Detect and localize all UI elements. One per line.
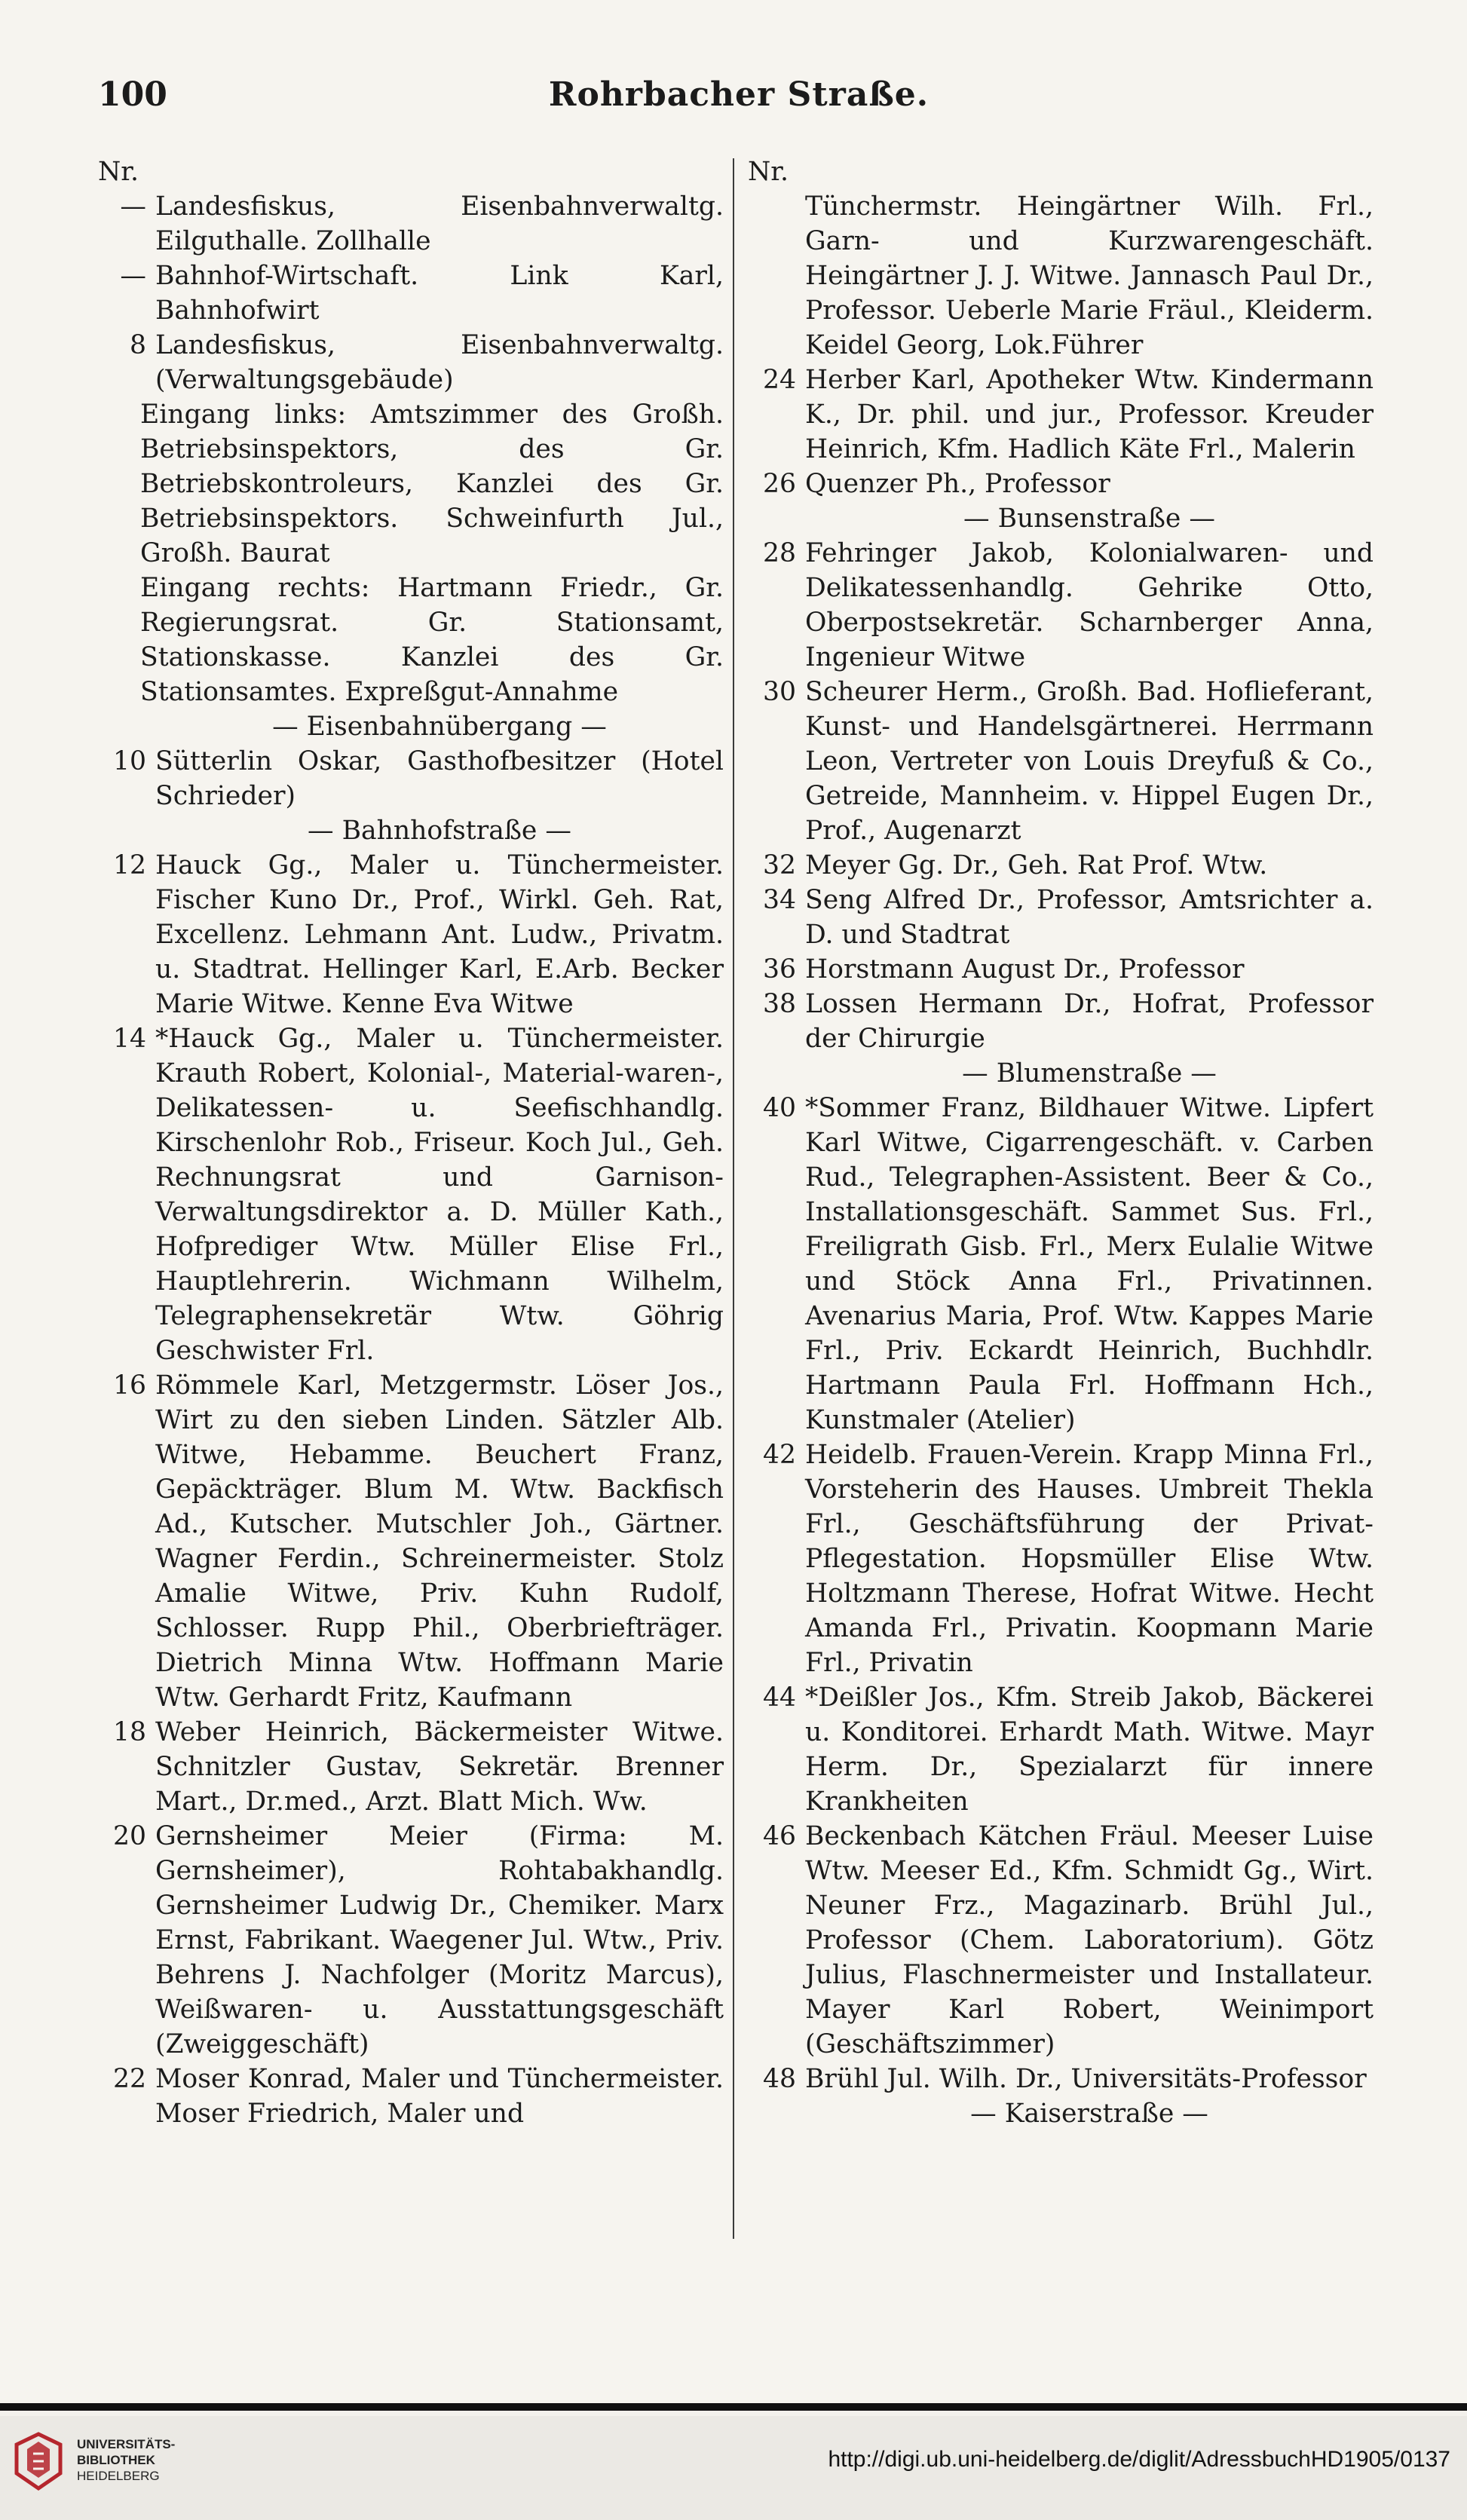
entry-text: *Hauck Gg., Maler u. Tünchermeister. Krauth Robert, Kolonial-, Material-waren-, Delikatessen- u. Seefischhandlg. Kirschenlohr Rob., Friseur. Koch Jul., Geh. Rechnungsrat und Garnison-Verwaltungsdirektor a. D. Müller Kath., Hofprediger Wtw. Müller Elise Frl., Hauptlehrerin. Wichmann Wilhelm, Telegraphensekretär Wtw. Göhrig Geschwister Frl. — [155, 1024, 724, 1366]
address-entry — [748, 467, 1374, 501]
street-crossing-heading: — Bahnhofstraße — — [308, 816, 571, 846]
house-number: — — [120, 261, 146, 291]
entry-text: Römmele Karl, Metzgermstr. Löser Jos., Wirt zu den sieben Linden. Sätzler Alb. Witwe, Hebamme. Beuchert Franz, Gepäckträger. Blum M. Wtw. Backfisch Ad., Kutscher. Mutschler Joh., Gärtner. Wagner Ferdin., Schreinermeister. Stolz Amalie Witwe, Priv. Kuhn Rudolf, Schlosser. Rupp Phil., Oberbriefträger. Dietrich Minna Wtw. Hoffmann Marie Wtw. Gerhardt Fritz, Kaufmann — [155, 1370, 724, 1713]
entry-text: Hauck Gg., Maler u. Tünchermeister. Fischer Kuno Dr., Prof., Wirkl. Geh. Rat, Excellenz. Lehmann Ant. Ludw., Privatm. u. Stadtrat. Hellinger Karl, E.Arb. Becker Marie Witwe. Kenne Eva Witwe — [155, 850, 724, 1019]
house-number: 18 — [113, 1717, 146, 1747]
entry-text: Moser Konrad, Maler und Tünchermeister. Moser Friedrich, Maler und — [155, 2064, 724, 2129]
institution-line: UNIVERSITÄTS- — [77, 2437, 176, 2451]
street-crossing-heading: — Bunsenstraße — — [963, 504, 1215, 534]
house-number: 12 — [113, 850, 146, 880]
house-number: 10 — [113, 746, 146, 776]
address-entry — [748, 1680, 1374, 1819]
address-entry — [98, 848, 724, 1021]
institution-line: HEIDELBERG — [77, 2469, 160, 2483]
house-number: 8 — [130, 330, 146, 360]
address-entry — [748, 363, 1374, 467]
house-number: 32 — [763, 850, 796, 880]
entry-text: *Deißler Jos., Kfm. Streib Jakob, Bäckerei u. Konditorei. Erhardt Math. Witwe. Mayr Herm. Dr., Spezialarzt für innere Krankheiten — [805, 1683, 1374, 1817]
entry-text: Fehringer Jakob, Kolonialwaren- und Delikatessenhandlg. Gehrike Otto, Oberpostsekretär. Scharnberger Anna, Ingenieur Witwe — [805, 538, 1374, 672]
house-number: 46 — [763, 1821, 796, 1851]
address-entry — [98, 744, 724, 813]
house-number: 22 — [113, 2064, 146, 2094]
entry-text: Meyer Gg. Dr., Geh. Rat Prof. Wtw. — [805, 850, 1268, 880]
entry-text: Herber Karl, Apotheker Wtw. Kindermann K., Dr. phil. und jur., Professor. Kreuder Heinrich, Kfm. Hadlich Käte Frl., Malerin — [805, 365, 1374, 464]
entry-text: Sütterlin Oskar, Gasthofbesitzer (Hotel Schrieder) — [155, 746, 724, 811]
house-number: 26 — [763, 469, 796, 499]
page-title: Rohrbacher Straße. — [548, 75, 930, 114]
street-crossing-heading: — Kaiserstraße — — [970, 2099, 1208, 2129]
house-number: 42 — [763, 1440, 796, 1470]
address-entry — [98, 1819, 724, 2062]
street-crossing-heading: — Eisenbahnübergang — — [272, 712, 607, 742]
entry-text: Brühl Jul. Wilh. Dr., Universitäts-Professor — [805, 2064, 1367, 2094]
entry-text: Gernsheimer Meier (Firma: M. Gernsheimer), Rohtabakhandlg. Gernsheimer Ludwig Dr., Chemiker. Marx Ernst, Fabrikant. Waegener Jul. Wtw., Priv. Behrens J. Nachfolger (Moritz Marcus), Weißwaren- u. Ausstattungsgeschäft (Zweiggeschäft) — [155, 1821, 724, 2059]
house-number: 24 — [763, 365, 796, 395]
address-entry — [748, 848, 1374, 883]
address-entry — [748, 1819, 1374, 2062]
page-number: 100 — [98, 75, 167, 114]
house-number: 34 — [763, 885, 796, 915]
address-entry — [748, 536, 1374, 675]
entry-text: Landesfiskus, Eisenbahnverwaltg. (Verwaltungsgebäude) — [155, 330, 724, 395]
nr-label: Nr. — [98, 157, 139, 187]
house-number: 38 — [763, 989, 796, 1019]
entry-text: Beckenbach Kätchen Fräul. Meeser Luise Wtw. Meeser Ed., Kfm. Schmidt Gg., Wirt. Neuner Frz., Magazinarb. Brühl Jul., Professor (Chem. Laboratorium). Götz Julius, Flaschnermeister und Installateur. Mayer Karl Robert, Weinimport (Geschäftszimmer) — [805, 1821, 1374, 2059]
address-entry — [98, 1021, 724, 1368]
entry-text: Tünchermstr. Heingärtner Wilh. Frl., Garn- und Kurzwarengeschäft. Heingärtner J. J. Witwe. Jannasch Paul Dr., Professor. Ueberle Marie Fräul., Kleiderm. Keidel Georg, Lok.Führer — [805, 191, 1374, 360]
university-seal-icon — [12, 2431, 65, 2491]
house-number: 30 — [763, 677, 796, 707]
footer-rule — [0, 2403, 1467, 2411]
address-entry — [748, 952, 1374, 987]
house-number: 16 — [113, 1370, 146, 1401]
house-number: 40 — [763, 1093, 796, 1123]
address-entry — [748, 675, 1374, 848]
address-entry — [98, 1368, 724, 1715]
column-divider — [733, 158, 734, 2239]
page-header — [98, 75, 1380, 128]
address-entry — [748, 1091, 1374, 1438]
institution-line: BIBLIOTHEK — [77, 2453, 155, 2467]
entry-text: Scheurer Herm., Großh. Bad. Hoflieferant, Kunst- und Handelsgärtnerei. Herrmann Leon, Vertreter von Louis Dreyfuß & Co., Getreide, Mannheim. v. Hippel Eugen Dr., Prof., Augenarzt — [805, 677, 1374, 846]
right-column — [748, 155, 1374, 2131]
address-entry — [748, 987, 1374, 1056]
institution-name — [77, 2436, 175, 2484]
address-entry — [748, 2062, 1374, 2096]
address-entry — [98, 1715, 724, 1819]
entry-subsection: Eingang rechts: Hartmann Friedr., Gr. Regierungsrat. Gr. Stationsamt, Stationskasse. Kanzlei des Gr. Stationsamtes. Expreßgut-Annahme — [140, 573, 724, 707]
address-entry — [748, 1438, 1374, 1680]
address-entry — [98, 2062, 724, 2131]
house-number: 36 — [763, 954, 796, 984]
entry-text: Seng Alfred Dr., Professor, Amtsrichter a. D. und Stadtrat — [805, 885, 1374, 950]
address-entry — [748, 883, 1374, 952]
house-number: 44 — [763, 1683, 796, 1713]
entry-text: Lossen Hermann Dr., Hofrat, Professor der Chirurgie — [805, 989, 1374, 1054]
left-column — [98, 155, 724, 2131]
house-number: 48 — [763, 2064, 796, 2094]
house-number: 14 — [113, 1024, 146, 1054]
address-entry — [98, 189, 724, 259]
address-entry — [748, 189, 1374, 363]
address-entry — [98, 328, 724, 397]
house-number: — — [120, 191, 146, 222]
address-entry — [98, 259, 724, 328]
street-crossing-heading: — Blumenstraße — — [962, 1058, 1217, 1089]
nr-label: Nr. — [748, 157, 789, 187]
entry-text: Horstmann August Dr., Professor — [805, 954, 1245, 984]
entry-text: Heidelb. Frauen-Verein. Krapp Minna Frl., Vorsteherin des Hauses. Umbreit Thekla Frl., Geschäftsführung der Privat-Pflegestation. Hopsmüller Elise Wtw. Holtzmann Therese, Hofrat Witwe. Hecht Amanda Frl., Privatin. Koopmann Marie Frl., Privatin — [805, 1440, 1374, 1678]
house-number: 28 — [763, 538, 796, 568]
house-number: 20 — [113, 1821, 146, 1851]
entry-subsection: Eingang links: Amtszimmer des Großh. Betriebsinspektors, des Gr. Betriebskontroleurs, Kanzlei des Gr. Betriebsinspektors. Schweinfurth Jul., Großh. Baurat — [140, 400, 724, 568]
entry-text: Weber Heinrich, Bäckermeister Witwe. Schnitzler Gustav, Sekretär. Brenner Mart., Dr.med., Arzt. Blatt Mich. Ww. — [155, 1717, 724, 1817]
entry-text: *Sommer Franz, Bildhauer Witwe. Lipfert Karl Witwe, Cigarrengeschäft. v. Carben Rud., Telegraphen-Assistent. Beer & Co., Installationsgeschäft. Sammet Sus. Frl., Freiligrath Gisb. Frl., Merx Eulalie Witwe und Stöck Anna Frl., Privatinnen. Avenarius Maria, Prof. Wtw. Kappes Marie Frl., Priv. Eckardt Heinrich, Buchhdlr. Hartmann Paula Frl. Hoffmann Hch., Kunstmaler (Atelier) — [805, 1093, 1374, 1435]
source-url-link[interactable]: http://digi.ub.uni-heidelberg.de/diglit/AdressbuchHD1905/0137 — [828, 2447, 1450, 2472]
entry-text: Landesfiskus, Eisenbahnverwaltg. Eilguthalle. Zollhalle — [155, 191, 724, 256]
entry-text: Quenzer Ph., Professor — [805, 469, 1110, 499]
entry-text: Bahnhof-Wirtschaft. Link Karl, Bahnhofwirt — [155, 261, 724, 326]
